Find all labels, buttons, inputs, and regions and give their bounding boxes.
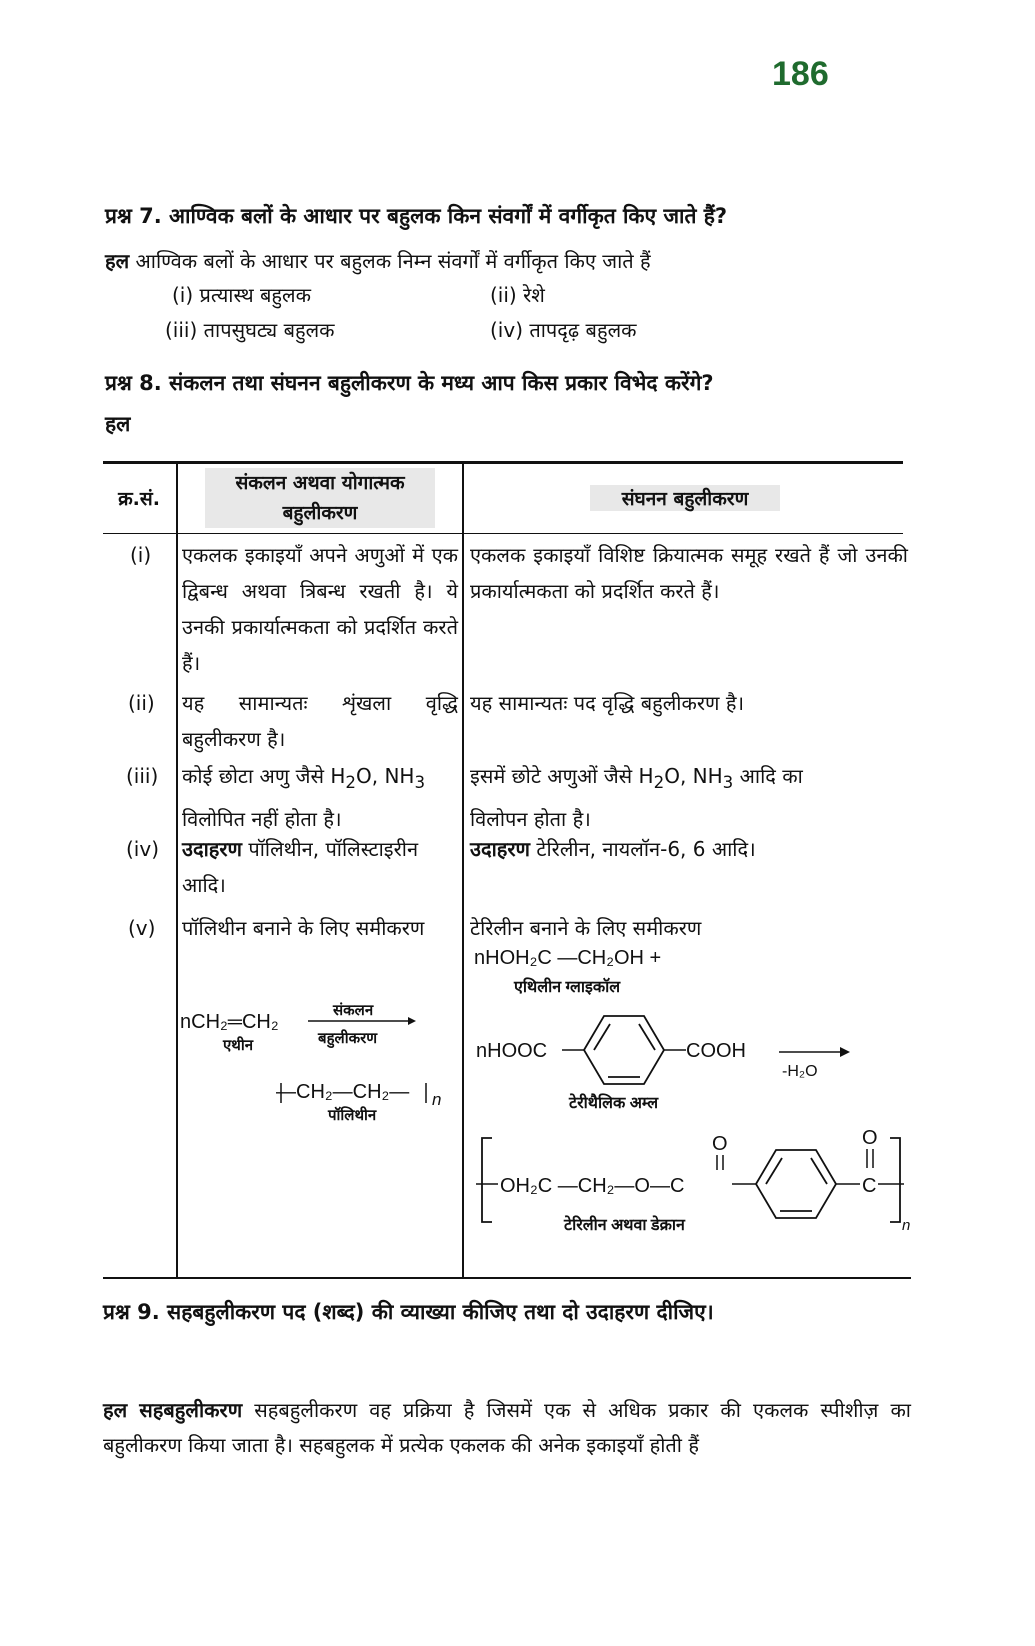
text: कोई छोटा अणु जैसे H [182,764,346,788]
column-divider [176,462,178,1278]
acid-name: टेरीथैलिक अम्ल [569,1095,659,1112]
benzene-ring-icon [584,1016,664,1084]
minus-water: -H₂O [782,1063,818,1080]
carbonyl-oxygen: O [712,1133,728,1155]
row-number: (iii) [126,764,159,788]
row-number: (ii) [128,691,155,715]
answer-label: हल [105,249,130,273]
terylene-c2: C [862,1175,877,1197]
condensation-cell: इसमें छोटे अणुओं जैसे $H_2O$, $NH_3$ आदि का विलोपन होता है। [470,764,803,831]
polythene-equation [178,995,462,1135]
arrow-label-bottom: बहुलीकरण [318,1030,378,1047]
text: इसमें छोटे अणुओं जैसे H [470,764,654,788]
answer-term: सहबहुलीकरण [139,1398,243,1422]
terylene-equation [464,940,914,1240]
question-label: प्रश्न 8. [105,371,162,395]
text: विलोपन होता है। [470,807,591,831]
text: टेरिलीन, नायलॉन-6, 6 आदि। [536,837,756,861]
answer-label: हल [105,412,131,436]
header-addition: संकलन अथवा योगात्मक बहुलीकरण [205,468,435,528]
polythene-formula: —CH₂—CH₂— [276,1081,410,1103]
header-serial: क्र.सं. [118,488,160,510]
answer-9 [103,1393,911,1463]
question-8 [105,369,714,397]
acid-left: nHOOC [476,1040,548,1062]
question-7 [105,202,727,230]
answer-7 [105,247,651,274]
page-number: 186 [772,55,829,93]
question-label: प्रश्न 7. [105,204,162,228]
arrow-label-top: संकलन [333,1002,374,1019]
addition-cell: एकलक इकाइयाँ अपने अणुओं में एक द्विबन्ध अथवा त्रिबन्ध रखती है। ये उनकी प्रकार्यात्मकता को प्रदर्शित करते हैं। [182,543,458,675]
question-label: प्रश्न 9. [103,1300,160,1324]
bracket-left [482,1138,492,1222]
condensation-cell [470,831,908,867]
row-number: (iv) [126,837,159,861]
header-rule [103,533,903,534]
addition-cell: यह सामान्यतः शृंखला वृद्धि बहुलीकरण है। [182,691,458,751]
n-subscript: n [902,1217,911,1234]
condensation-cell: एकलक इकाइयाँ विशिष्ट क्रियात्मक समूह रखते हैं जो उनकी प्रकार्यात्मकता को प्रदर्शित करते हैं। [470,543,908,603]
glycol-name: एथिलीन ग्लाइकॉल [514,979,621,996]
answer-text: आण्विक बलों के आधार पर बहुलक निम्न संवर्गों में वर्गीकृत किए जाते हैं [135,249,651,273]
text: पॉलिथीन, पॉलिस्टाइरीन आदि। [182,837,419,897]
n-subscript: n [432,1090,442,1109]
row-number: (i) [130,543,152,567]
header-condensation: संघनन बहुलीकरण [590,485,780,511]
addition-cell: पॉलिथीन बनाने के लिए समीकरण [182,916,425,940]
condensation-cell: यह सामान्यतः पद वृद्धि बहुलीकरण है। [470,691,745,715]
glycol-formula: nHOH₂C —CH₂OH + [474,947,662,969]
list-item: (ii) रेशे [490,283,545,307]
ethene-name: एथीन [223,1037,254,1054]
text: विलोपित नहीं होता है। [182,807,342,831]
question-text: सहबहुलीकरण पद (शब्द) की व्याख्या कीजिए तथा दो उदाहरण दीजिए। [167,1300,714,1324]
bracket-right [890,1138,900,1222]
table-bottom-rule [103,1277,911,1279]
list-item: (iii) तापसुघट्य बहुलक [165,318,335,342]
terylene-chain: OH₂C —CH₂—O—C [500,1175,685,1197]
arrow-head-icon [840,1047,850,1057]
addition-cell: कोई छोटा अणु जैसे $H_2O$, $NH_3$ विलोपित नहीं होता है। [182,764,426,831]
table-top-rule [103,461,903,464]
carbonyl-oxygen: O [862,1127,878,1149]
ethene-formula: nCH₂═CH₂ [180,1011,279,1033]
polythene-name: पॉलिथीन [328,1107,377,1124]
condensation-cell: टेरिलीन बनाने के लिए समीकरण [470,916,702,940]
terylene-name: टेरिलीन अथवा डेक्रान [564,1217,685,1234]
list-item: (iv) तापदृढ़ बहुलक [490,318,637,342]
question-9 [103,1298,714,1326]
answer-label: हल [103,1398,128,1422]
question-text: आण्विक बलों के आधार पर बहुलक किन संवर्गों में वर्गीकृत किए जाते हैं? [169,204,728,228]
example-label: उदाहरण [182,837,243,861]
list-item: (i) प्रत्यास्थ बहुलक [172,283,311,307]
answer-text: स्पीशीज़ का बहुलीकरण किया जाता है। सहबहुलक में प्रत्येक एकलक की अनेक इकाइयाँ होती हैं [103,1398,911,1457]
benzene-ring-icon [756,1150,836,1218]
question-text: संकलन तथा संघनन बहुलीकरण के मध्य आप किस प्रकार विभेद करेंगे? [169,371,714,395]
addition-cell [182,831,422,903]
answer-text: सहबहुलीकरण वह प्रक्रिया है जिसमें एक से अधिक प्रकार की एकलक [254,1398,809,1422]
example-label: उदाहरण [470,837,531,861]
acid-right: COOH [686,1040,746,1062]
row-number: (v) [128,916,156,940]
arrow-head-icon [408,1017,416,1025]
